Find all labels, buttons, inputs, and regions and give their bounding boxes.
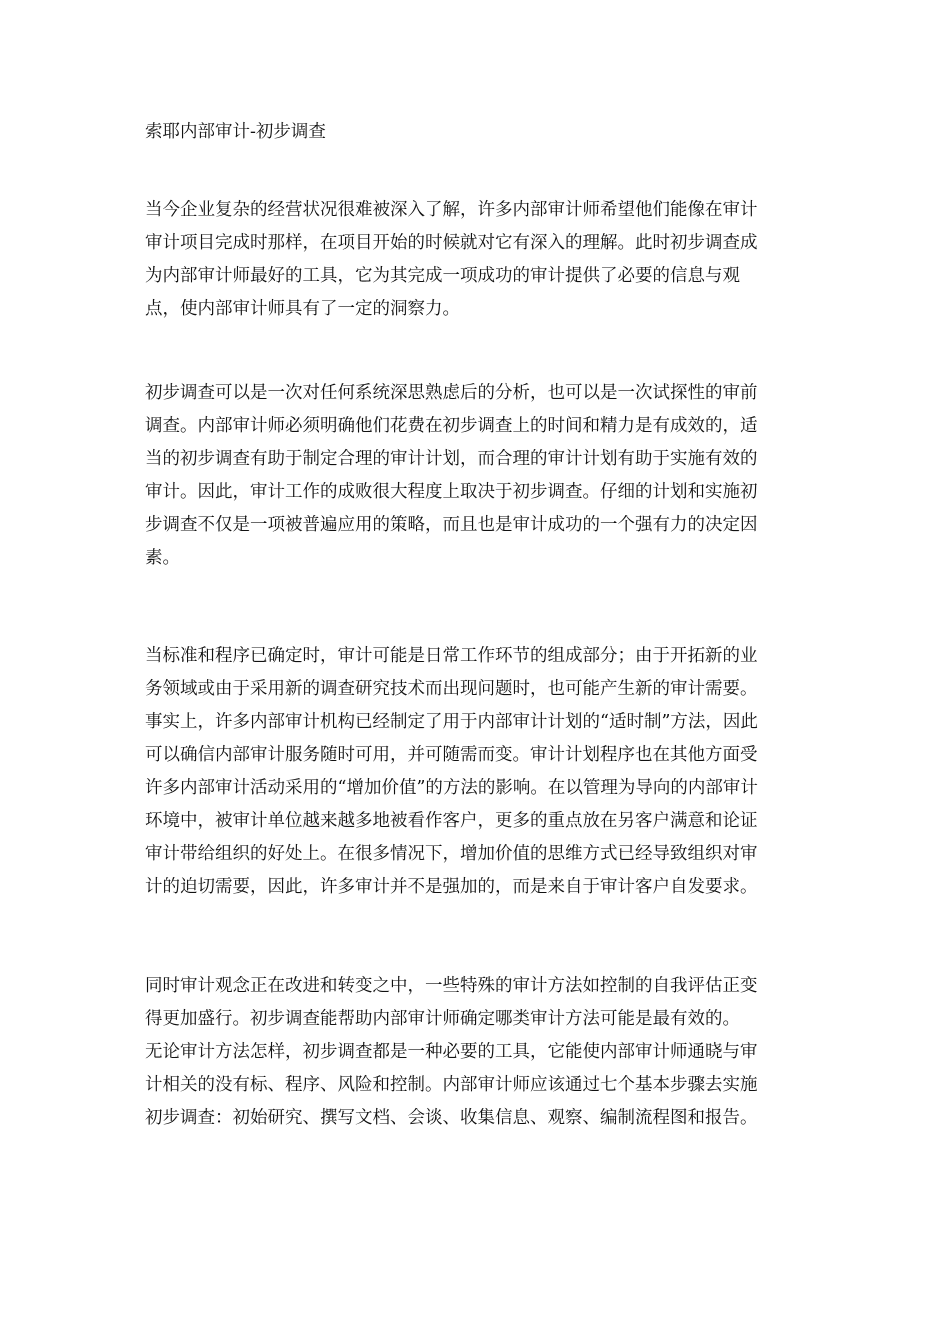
text-line: 初步调查可以是一次对任何系统深思熟虑后的分析，也可以是一次试探性的审前 <box>145 383 758 403</box>
text-line: 初步调查：初始研究、撰写文档、会谈、收集信息、观察、编制流程图和报告。 <box>145 1108 758 1128</box>
text-line: 为内部审计师最好的工具，它为其完成一项成功的审计提供了必要的信息与观 <box>145 266 740 286</box>
text-line: 步调查不仅是一项被普遍应用的策略，而且也是审计成功的一个强有力的决定因 <box>145 515 758 535</box>
text-line: 无论审计方法怎样，初步调查都是一种必要的工具，它能使内部审计师通晓与审 <box>145 1042 758 1062</box>
text-line: 当的初步调查有助于制定合理的审计计划，而合理的审计计划有助于实施有效的 <box>145 449 758 469</box>
text-line: 当标准和程序已确定时，审计可能是日常工作环节的组成部分；由于开拓新的业 <box>145 646 758 666</box>
text-line: 计相关的没有标、程序、风险和控制。内部审计师应该通过七个基本步骤去实施 <box>145 1075 758 1095</box>
text-line: 审计带给组织的好处上。在很多情况下，增加价值的思维方式已经导致组织对审 <box>145 844 758 864</box>
text-line: 可以确信内部审计服务随时可用，并可随需而变。审计计划程序也在其他方面受 <box>145 745 758 765</box>
paragraph-1 <box>145 194 825 326</box>
text-line: 环境中，被审计单位越来越多地被看作客户，更多的重点放在另客户满意和论证 <box>145 811 758 831</box>
document-title: 索耶内部审计-初步调查 <box>145 122 326 142</box>
text-line: 事实上，许多内部审计机构已经制定了用于内部审计计划的“适时制”方法，因此 <box>145 712 758 732</box>
text-line: 许多内部审计活动采用的“增加价值”的方法的影响。在以管理为导向的内部审计 <box>145 778 758 798</box>
text-line: 素。 <box>145 548 180 568</box>
text-line: 同时审计观念正在改进和转变之中，一些特殊的审计方法如控制的自我评估正变 <box>145 976 758 996</box>
text-line: 调查。内部审计师必须明确他们花费在初步调查上的时间和精力是有成效的，适 <box>145 416 758 436</box>
text-line: 务领域或由于采用新的调查研究技术而出现问题时，也可能产生新的审计需要。 <box>145 679 758 699</box>
text-line: 审计项目完成时那样，在项目开始的时候就对它有深入的理解。此时初步调查成 <box>145 233 758 253</box>
paragraph-4 <box>145 970 825 1135</box>
text-line: 点，使内部审计师具有了一定的洞察力。 <box>145 299 460 319</box>
text-line: 得更加盛行。初步调查能帮助内部审计师确定哪类审计方法可能是最有效的。 <box>145 1009 740 1029</box>
text-line: 审计。因此，审计工作的成败很大程度上取决于初步调查。仔细的计划和实施初 <box>145 482 758 502</box>
text-line: 计的迫切需要，因此，许多审计并不是强加的，而是来自于审计客户自发要求。 <box>145 877 758 897</box>
paragraph-2 <box>145 377 825 575</box>
text-line: 当今企业复杂的经营状况很难被深入了解，许多内部审计师希望他们能像在审计 <box>145 200 758 220</box>
paragraph-3 <box>145 640 825 904</box>
